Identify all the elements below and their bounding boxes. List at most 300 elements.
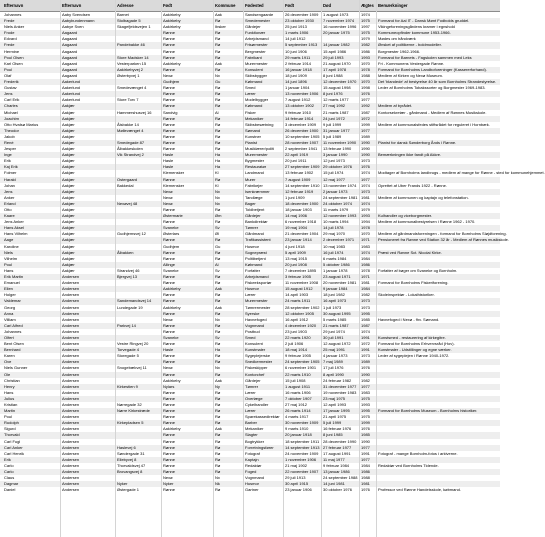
cell-given-name: Andersen (62, 426, 80, 432)
cell-address: Brovangsvej 8 (117, 469, 143, 475)
cell-year: 1992 (361, 103, 370, 109)
cell-birthplace: Trafikassistent (245, 237, 271, 243)
cell-surname: Carl Henrik (4, 450, 25, 456)
header-deathdate[interactable]: Død (323, 3, 332, 8)
cell-birthplace: Redaktør (245, 462, 262, 468)
cell-remarks: Præst ved Rønne Sct. Nicolai Kirke. (378, 249, 442, 255)
cell-deathdate: 28 december 1990 (323, 438, 357, 444)
cell-remarks: Medlem af byrådet. (378, 103, 413, 109)
cell-remarks: Oprettet af Uber Frands 1922 - Rønne. (378, 182, 447, 188)
cell-municipality: Al (215, 261, 219, 267)
cell-year: 1997 (361, 24, 370, 30)
cell-address: Hammershusvej 16 (117, 109, 152, 115)
cell-surname: Thorvald (4, 432, 20, 438)
cell-given-name: Aakjær (62, 164, 75, 170)
cell-municipality: Rø (215, 115, 221, 121)
cell-birthplace: Frisørmester (245, 42, 268, 48)
column-divider (243, 0, 244, 537)
cell-birthdate: 14 september 1910 (285, 182, 320, 188)
cell-year: 1999 (361, 121, 370, 127)
cell-deathdate: 27 maj 1992 (323, 103, 346, 109)
cell-deathdate: 29 maj 1970 (323, 231, 346, 237)
cell-birthplace: Smed (245, 85, 256, 91)
cell-surname: Carlo (4, 462, 14, 468)
cell-year: 1986 (361, 48, 370, 54)
cell-year: 1993 (361, 54, 370, 60)
cell-birthdate: 9 februar 1905 (285, 353, 312, 359)
cell-year: 1990 (361, 146, 370, 152)
cell-municipality: Rø (215, 97, 221, 103)
cell-birthdate: 16 marts 1906 (285, 389, 311, 395)
cell-birthplace: Overlæge (245, 395, 263, 401)
cell-born: Aakirkeby (163, 304, 181, 310)
cell-surname: Erik (4, 456, 11, 462)
cell-born: Rønne (163, 444, 176, 450)
cell-year: 1990 (361, 152, 370, 158)
cell-year: 1993 (361, 213, 370, 219)
cell-birthdate: 1 august 1911 (285, 383, 311, 389)
cell-born: Nexø (163, 475, 173, 481)
cell-municipality: Rø (215, 207, 221, 212)
cell-address: Ålbakken (117, 249, 134, 255)
cell-municipality: Sv (215, 225, 220, 231)
cell-remarks: Borgmester 1962-1966. (378, 48, 421, 54)
cell-deathdate: 15 juli 1974 (323, 170, 344, 176)
cell-birthplace: Købmand (245, 103, 263, 109)
cell-remarks: Det 'blandede' af bestyrelse 40 år som Bornholms Strandestyrelse. (378, 79, 497, 85)
cell-born: Hasle (163, 347, 174, 353)
cell-birthplace: Smed (245, 334, 256, 340)
cell-born: Rønne (163, 420, 176, 426)
cell-born: Klemensker (163, 182, 185, 188)
cell-birthplace: Mekaniker (245, 115, 264, 121)
cell-birthdate: 14 maj 1906 (285, 213, 308, 219)
cell-given-name: Andersen (62, 487, 80, 493)
cell-municipality: Nx (215, 365, 220, 371)
cell-birthdate: 26 december 1909 (285, 12, 319, 17)
cell-birthdate: 20 juni 1908 (285, 261, 307, 267)
cell-birthdate: 7 august 1909 (285, 176, 311, 182)
cell-municipality: Rø (215, 103, 221, 109)
cell-given-name: Andersen (62, 359, 80, 365)
cell-birthplace: Arbejdsmand (245, 274, 269, 280)
header-given-name[interactable]: Efternavn (62, 3, 82, 8)
cell-birthplace: Modelbygger (245, 97, 269, 103)
cell-municipality: Rø (215, 237, 221, 243)
cell-remarks: Formand for Barnets - Fagskolen sammen med Leks (378, 54, 472, 60)
cell-given-name: Andersen (62, 383, 80, 389)
header-year[interactable]: Ægtes (361, 3, 374, 8)
cell-birthplace: Toldbetjent (245, 207, 265, 212)
cell-year: 1983 (361, 389, 370, 395)
cell-born: Nylars (163, 383, 175, 389)
cell-year: 1984 (361, 255, 370, 261)
cell-born: Rønne (163, 237, 176, 243)
cell-born: Rønne (163, 389, 176, 395)
cell-deathdate: 11 november 1990 (323, 139, 357, 145)
cell-year: 1983 (361, 243, 370, 249)
header-address[interactable]: Adresse (117, 3, 134, 8)
cell-given-name: Aakjær (62, 158, 75, 164)
cell-deathdate: 30 oktober 1976 (323, 487, 352, 493)
cell-given-name: Aagaard (62, 42, 78, 48)
cell-given-name: Aakerlund (62, 85, 81, 91)
cell-surname: Inge (4, 152, 12, 158)
cell-given-name: Aagaard (62, 66, 78, 72)
cell-address: Stolbagade 5 (117, 18, 141, 24)
cell-year: 1973 (361, 188, 370, 194)
cell-birthplace: Syerske (245, 310, 260, 316)
cell-birthplace: Vognmand (245, 322, 265, 328)
cell-deathdate: 6 marts 1984 (323, 255, 347, 261)
cell-surname: Hans Vilhelm (4, 231, 28, 237)
cell-born: Gudhjem (163, 79, 180, 85)
cell-given-name: Andersen (62, 353, 80, 359)
cell-birthplace: Købmand (245, 79, 263, 85)
cell-birthplace: Sparekassedirektør (245, 414, 280, 420)
cell-given-name: Andersen (62, 304, 80, 310)
cell-given-name: Aagaard (62, 60, 78, 66)
cell-year: 1995 (361, 310, 370, 316)
cell-surname: Poul (4, 66, 13, 72)
cell-birthplace: Musiklærer/politi (245, 146, 275, 152)
cell-surname: Erik Martin (4, 274, 24, 280)
cell-birthplace: Landmand (245, 170, 264, 176)
cell-remarks: Skoleinspektør - Lokalhistoriker. (378, 292, 435, 298)
cell-birthdate: 3 februar 1905 (285, 274, 312, 280)
cell-birthdate: 20 juni 1911 (285, 158, 307, 164)
cell-surname: Christian (4, 377, 20, 383)
cell-birthdate: 7 august 1912 (285, 97, 311, 103)
cell-surname: Hans (4, 389, 14, 395)
header-municipality[interactable]: Kommune (215, 3, 236, 8)
cell-given-name: Aabye Sven (62, 24, 84, 30)
cell-birthplace: Snedkermester (245, 359, 273, 365)
cell-deathdate: 12 august 1972 (323, 341, 351, 347)
cell-surname: Kaj Erik (4, 164, 18, 170)
cell-birthdate: 12 oktober 1905 (285, 310, 314, 316)
cell-surname: Emanuel (4, 280, 20, 286)
cell-address: Haslevej 6 (117, 444, 136, 450)
cell-born: Rønne (163, 249, 176, 255)
cell-surname: Johannes (4, 12, 22, 17)
cell-birthplace: Sandsengaarde (245, 12, 274, 17)
cell-surname: Julius (4, 395, 15, 401)
cell-born: Nyker (163, 481, 174, 487)
cell-given-name: Aagaard (62, 72, 78, 78)
cell-given-name: Andersen (62, 414, 80, 420)
cell-surname: Charles (4, 103, 18, 109)
cell-birthdate: 4 juni 1918 (285, 243, 305, 249)
cell-born: Aakirkeby (163, 377, 181, 383)
cell-birthplace: Murer (245, 176, 256, 182)
cell-given-name: Andersen (62, 475, 80, 481)
cell-surname: Hans Aksel (4, 225, 25, 231)
cell-given-name: Andersen (62, 298, 80, 304)
cell-municipality: Aak (215, 286, 222, 292)
table-body (0, 12, 545, 493)
cell-remarks: Fotograf - mange Bornholm-fotos i arkiverne. (378, 450, 458, 456)
cell-year: 1975 (361, 18, 370, 24)
cell-birthdate: 18 september 1911 (285, 438, 320, 444)
cell-birthdate: 6 november 1901 (285, 365, 317, 371)
cell-given-name: Aakjær (62, 225, 75, 231)
cell-given-name: Aakjær (62, 139, 75, 145)
cell-year: 1993 (361, 402, 370, 407)
cell-deathdate: 9 februar 1984 (323, 462, 350, 468)
cell-birthplace: Tømrer (245, 225, 259, 231)
cell-address: Strandvej 46 (117, 267, 140, 273)
cell-surname: Aage (4, 237, 14, 243)
cell-born: Sandvig (163, 109, 178, 115)
cell-birthdate: 13 november 1906 (285, 91, 319, 97)
cell-address: Lundegade 19 (117, 304, 143, 310)
cell-surname: Frode (4, 30, 15, 36)
cell-given-name: Andersen (62, 310, 80, 316)
cell-birthdate: 29 juli 1913 (285, 475, 306, 481)
cell-surname: Kristian (4, 402, 18, 407)
cell-birthdate: 16 januar 1918 (285, 66, 312, 72)
cell-birthdate: 24 september 1905 (285, 359, 320, 365)
cell-address: Kirkepladsen 5 (117, 420, 144, 426)
cell-year: 1970 (361, 60, 370, 66)
cell-given-name: Andersen (62, 328, 80, 334)
cell-birthdate: 25 juni 1913 (285, 24, 307, 30)
cell-surname: Valdemar (4, 298, 21, 304)
cell-municipality: Rø (215, 176, 221, 182)
cell-given-name: Aakjær (62, 109, 75, 115)
cell-birthdate: 23 oktober 1930 (285, 18, 314, 24)
cell-birthplace: Bygmester (245, 158, 265, 164)
cell-municipality: Aak (215, 304, 222, 310)
cell-municipality: Ha (215, 158, 221, 164)
cell-remarks: Fri - Kommunens Vestergade Rønne. (378, 60, 445, 66)
cell-birthdate: 22 marts 1910 (285, 371, 311, 377)
cell-remarks: Mødes om håndværk (378, 36, 416, 42)
cell-year: 1977 (361, 97, 370, 103)
cell-birthplace: Arbejdsmand (245, 36, 269, 42)
cell-birthplace: Fotograf (245, 450, 260, 456)
cell-year: 1973 (361, 304, 370, 310)
cell-surname: Niels Anker (4, 24, 25, 30)
cell-birthplace: Tømrermester (245, 304, 271, 310)
cell-surname: Erik (4, 158, 11, 164)
cell-surname: Johan (4, 182, 15, 188)
cell-given-name: Aakerlund (62, 79, 81, 85)
cell-born: Hasle (163, 152, 174, 158)
cell-address: Smedegade 87 (117, 139, 145, 145)
cell-year: 1978 (361, 267, 370, 273)
header-surname[interactable]: Efternavn (4, 3, 24, 8)
cell-given-name: Aaby Svendsen (62, 12, 91, 17)
header-birthdate[interactable]: Født (285, 3, 295, 8)
cell-municipality: Rø (215, 487, 221, 493)
cell-year: 1984 (361, 286, 370, 292)
cell-birthplace: Kunstner (245, 133, 262, 139)
cell-birthplace: Bogtrykker (245, 438, 265, 444)
cell-birthdate: 19 maj 1904 (285, 225, 308, 231)
cell-remarks: Redaktør ved Bornholms Tidende. (378, 462, 439, 468)
cell-year: 1986 (361, 469, 370, 475)
cell-year: 1981 (361, 481, 370, 487)
cell-birthdate: 9 februar 1910 (285, 109, 312, 115)
cell-born: Aakirkeby (163, 426, 181, 432)
cell-birthplace: Tandlæge (245, 194, 263, 200)
cell-year: 1974 (361, 200, 370, 206)
cell-birthplace: Vognmand (245, 475, 265, 481)
cell-birthdate: 20 januar 1918 (285, 432, 312, 438)
cell-deathdate: 5 juli 1999 (323, 420, 342, 426)
cell-born: Rønne (163, 450, 176, 456)
cell-municipality: Rø (215, 85, 221, 91)
cell-deathdate: 3 januar 1990 (323, 152, 348, 158)
cell-deathdate: 7 maj 1989 (323, 359, 343, 365)
cell-surname: Jens (4, 188, 13, 194)
cell-birthplace: Politibetjent (245, 255, 266, 261)
cell-municipality: Rø (215, 292, 221, 298)
cell-year: 1985 (361, 432, 370, 438)
cell-birthdate: 13 februar 1902 (285, 170, 314, 176)
cell-year: 1970 (361, 231, 370, 237)
cell-surname: Anna (4, 310, 14, 316)
cell-municipality: Rø (215, 432, 221, 438)
cell-year: 1974 (361, 12, 370, 17)
cell-birthplace: Husmor (245, 286, 260, 292)
cell-municipality: Rø (215, 42, 221, 48)
cell-birthdate: 3 december 1909 (285, 121, 317, 127)
cell-address: Bjergvej 13 (117, 274, 138, 280)
cell-remarks: Forfatter af bøger om Svaneke og Bornholm. (378, 267, 458, 273)
cell-address: Bakkedal (117, 182, 134, 188)
cell-surname: Bent Olsen (4, 341, 24, 347)
cell-given-name: Aakjær (62, 152, 75, 158)
column-divider (161, 0, 162, 537)
cell-birthdate: 26 december 1900 (285, 127, 319, 133)
cell-remarks: Formand for Bornholms Erhvervsråd (Hov). (378, 341, 455, 347)
cell-birthplace: Bergmester (245, 48, 266, 54)
cell-deathdate: 24 september 1988 (323, 475, 358, 481)
cell-surname: Michael (4, 109, 18, 115)
cell-birthplace: Murermester (245, 298, 268, 304)
cell-surname: Olfert (4, 334, 14, 340)
cell-birthdate: 1 januar 1904 (285, 85, 310, 91)
table-header (0, 0, 500, 12)
cell-surname: Karl Olsen (4, 60, 23, 66)
cell-deathdate: 1 januar 1978 (323, 267, 348, 273)
cell-year: 1971 (361, 274, 370, 280)
cell-surname: Carl Erik (4, 97, 20, 103)
cell-deathdate: 29 juni 1974 (323, 328, 345, 334)
cell-born: Rønne (163, 469, 176, 475)
cell-given-name: Andersen (62, 432, 80, 438)
cell-surname: Harald (4, 176, 16, 182)
cell-address: Snogebækvej 11 (117, 365, 147, 371)
table-row[interactable] (0, 487, 500, 493)
cell-deathdate: 24 oktober 1974 (323, 200, 352, 206)
cell-given-name: Andersen (62, 322, 80, 328)
cell-municipality: Rø (215, 408, 221, 414)
cell-born: Hasle (163, 164, 174, 170)
cell-surname: Otto (4, 207, 12, 212)
cell-born: Østermarie (163, 213, 183, 219)
cell-birthplace: Mekaniker (245, 426, 264, 432)
cell-deathdate: 1 august 1973 (323, 12, 349, 17)
cell-year: 1978 (361, 66, 370, 72)
cell-given-name: Andersen (62, 395, 80, 401)
cell-deathdate: 20 januar 1975 (323, 30, 350, 36)
cell-municipality: Ha (215, 164, 221, 170)
cell-address: Barnet (117, 12, 129, 17)
cell-birthdate: 18 maj 1914 (285, 347, 308, 353)
cell-deathdate: 23 maj 1975 (323, 395, 346, 401)
cell-year: 1976 (361, 426, 370, 432)
cell-born: Rønne (163, 207, 176, 212)
cell-municipality: Rø (215, 36, 221, 42)
header-birthplace[interactable]: Fødested (245, 3, 264, 8)
cell-surname: Niels (4, 249, 13, 255)
cell-given-name: Aakjær (62, 243, 75, 249)
cell-born: Rønne (163, 121, 176, 127)
cell-birthplace: Lærer (245, 91, 256, 97)
cell-address: Skagefjeldsvejen 1 (117, 24, 151, 30)
cell-address: Vesterparken 15 (117, 60, 147, 66)
header-born[interactable]: Født (163, 3, 173, 8)
cell-surname: Carl Anker (4, 444, 23, 450)
cell-municipality: Rø (215, 322, 221, 328)
cell-year: 1976 (361, 365, 370, 371)
cell-surname: Niels Gunner (4, 365, 28, 371)
header-remarks[interactable]: Bemærkninger (378, 3, 408, 8)
cell-remarks: Pensioneret fra Rønne ved Station 32 år - Medlem af Rønnes musikskole. (378, 237, 509, 243)
cell-born: Rønne (163, 456, 176, 462)
cell-municipality: Rø (215, 274, 221, 280)
cell-birthplace: Bankdirektør (245, 219, 268, 225)
cell-municipality: Gu (215, 79, 221, 85)
cell-deathdate: 15 april 1986 (323, 48, 347, 54)
cell-born: Rønne (163, 115, 176, 121)
cell-remarks: Kunstsmed - restaurering af kirkegitre. (378, 334, 446, 340)
cell-municipality: Ibsker (215, 24, 226, 30)
cell-birthdate: 15 juli 1908 (285, 377, 306, 383)
cell-birthdate: 11 november 1908 (285, 280, 319, 286)
cell-year: 1976 (361, 164, 370, 170)
cell-remarks: Medlem af kommunalbestyrelsen i Rønne 1962 - 1970. (378, 219, 476, 225)
cell-birthplace: Tømrer (245, 383, 259, 389)
cell-municipality: Rø (215, 298, 221, 304)
cell-remarks: Ønsket af politikerne - boldmodeller. (378, 42, 442, 48)
cell-surname: Poul (4, 414, 13, 420)
cell-year: 1976 (361, 487, 370, 493)
cell-municipality: Nk (215, 481, 220, 487)
cell-birthplace: Gartner (245, 487, 259, 493)
cell-remarks: Havnefoged i Nexø - fhv. Sømand. (378, 316, 440, 322)
cell-address: Nørre Kirkestræde (117, 408, 150, 414)
cell-deathdate: 12 marts 1977 (323, 97, 349, 103)
cell-birthplace: Cykelhandler (245, 402, 269, 407)
cell-birthdate: 1 juni 1909 (285, 194, 305, 200)
cell-given-name: Aakjær (62, 121, 75, 127)
cell-municipality: Sv (215, 267, 220, 273)
cell-given-name: Andersen (62, 481, 80, 487)
cell-born: Rønne (163, 255, 176, 261)
cell-deathdate: 12 juni 1973 (323, 158, 345, 164)
cell-municipality: Rø (215, 133, 221, 139)
cell-born: Rønne (163, 402, 176, 407)
cell-surname: René (4, 139, 14, 145)
cell-given-name: Andersen (62, 438, 80, 444)
cell-surname: Karen (4, 353, 15, 359)
cell-birthdate: 13 maj 1915 (285, 255, 308, 261)
